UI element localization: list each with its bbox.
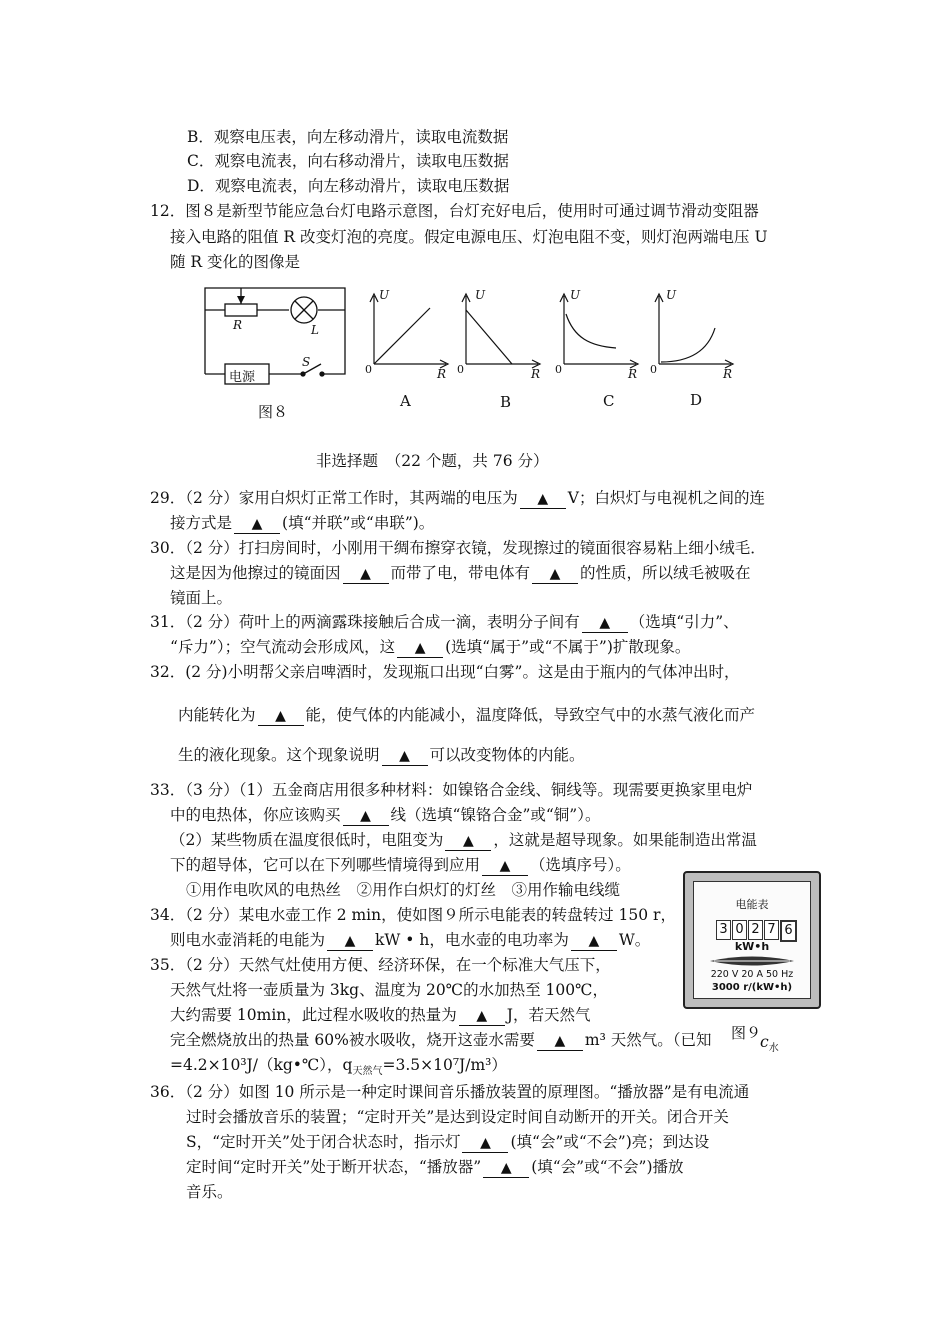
circuit-r-label: R: [233, 318, 243, 332]
meter-dial-icon: [708, 954, 796, 968]
q34-blank-1[interactable]: ▲: [327, 932, 373, 951]
graph-b-option: B: [500, 393, 512, 411]
q33-blank-3[interactable]: ▲: [482, 857, 528, 876]
q35-line4: 完全燃烧放出的热量 60%被水吸收，烧开这壶水需要 ▲ m³ 天然气。（已知: [170, 1031, 712, 1049]
graph-a-origin: 0: [365, 363, 372, 376]
q12-line3: 随 R 变化的图像是: [170, 253, 301, 271]
meter-rev: 3000 r/(kW•h): [711, 982, 793, 993]
q33-line2: 中的电热体，你应该购买 ▲ 线（选填“镍铬合金”或“铜”）。: [170, 806, 601, 824]
meter-specs: 220 V 20 A 50 Hz: [710, 969, 794, 980]
section-title: 非选择题 （22 个题，共 76 分）: [316, 452, 549, 470]
q33-line1: 33．（3 分）（1）五金商店用很多种材料：如镍铬合金线、铜线等。现需要更换家里电炉: [150, 781, 753, 799]
q33-line3: （2）某些物质在温度很低时，电阻变为 ▲ ，这就是超导现象。如果能制造出常温: [170, 831, 757, 849]
meter-digit: 2: [748, 920, 763, 940]
q30-blank-1[interactable]: ▲: [343, 565, 389, 584]
graph-d-y-label: U: [666, 288, 677, 302]
option-c-text: C．观察电流表，向右移动滑片，读取电压数据: [187, 152, 509, 170]
q34-line2: 则电水壶消耗的电能为 ▲ kW • h，电水壶的电功率为 ▲ W。: [170, 931, 651, 949]
q31-line2: “斥力”）；空气流动会形成风，这 ▲ (选填“属于”或“不属于”)扩散现象。: [170, 638, 691, 656]
electric-meter: [683, 871, 821, 1009]
q31-line1: 31．（2 分）荷叶上的两滴露珠接触后合成一滴，表明分子间有 ▲ （选填“引力”、: [150, 613, 739, 631]
q30-line1: 30．（2 分）打扫房间时，小刚用干绸布擦穿衣镜，发现擦过的镜面很容易粘上细小绒毛．: [150, 539, 766, 557]
q33-blank-2[interactable]: ▲: [445, 832, 491, 851]
q35-blank-2[interactable]: ▲: [537, 1032, 583, 1051]
graph-b-x-label: R: [531, 367, 541, 381]
q32-blank-2[interactable]: ▲: [382, 747, 428, 766]
q34-line1: 34．（2 分）某电水壶工作 2 min，使如图９所示电能表的转盘转过 150 r，: [150, 906, 676, 924]
meter-digits: [716, 920, 798, 942]
graph-a-option: A: [400, 392, 411, 410]
graph-a-y-label: U: [379, 288, 390, 302]
graph-b-y-label: U: [475, 288, 486, 302]
q36-blank-2[interactable]: ▲: [483, 1159, 529, 1178]
meter-unit: kW•h: [734, 940, 770, 953]
q35-line2: 天然气灶将一壶质量为 3kg、温度为 20℃的水加热至 100℃，: [170, 981, 608, 999]
q33-blank-1[interactable]: ▲: [343, 807, 389, 826]
graph-d-x-label: R: [723, 367, 733, 381]
q36-line5: 音乐。: [186, 1183, 233, 1201]
q35-line3: 大约需要 10min，此过程水吸收的热量为 ▲ J，若天然气: [170, 1006, 591, 1024]
graph-b-origin: 0: [457, 363, 464, 376]
q35-blank-1[interactable]: ▲: [459, 1007, 505, 1026]
q32-line3: 生的液化现象。这个现象说明 ▲ 可以改变物体的内能。: [178, 746, 585, 764]
q35-c-symbol: $c_水$: [760, 1033, 779, 1055]
figure8-caption: 图８: [258, 403, 289, 421]
q34-blank-2[interactable]: ▲: [571, 932, 617, 951]
q36-line4: 定时间“定时开关”处于断开状态，“播放器” ▲ (填“会”或“不会”)播放: [186, 1158, 684, 1176]
q29-blank-2[interactable]: ▲: [234, 515, 280, 534]
graph-c-y-label: U: [570, 288, 581, 302]
q36-blank-1[interactable]: ▲: [462, 1134, 508, 1153]
q32-line2: 内能转化为 ▲ 能，使气体的内能减小，温度降低，导致空气中的水蒸气液化而产: [178, 706, 756, 724]
q35-line1: 35．（2 分）天然气灶使用方便、经济环保，在一个标准大气压下，: [150, 956, 611, 974]
q12-line1: 12．图８是新型节能应急台灯电路示意图，台灯充好电后，使用时可通过调节滑动变阻器: [150, 202, 759, 220]
graph-d-origin: 0: [650, 363, 657, 376]
q32-blank-1[interactable]: ▲: [258, 707, 304, 726]
meter-title: 电能表: [735, 898, 769, 911]
graph-c-origin: 0: [555, 363, 562, 376]
meter-digit: 0: [732, 920, 747, 940]
figure9-caption: 图９: [731, 1024, 762, 1042]
q12-line2: 接入电路的阻值 R 改变灯泡的亮度。假定电源电压、灯泡电阻不变，则灯泡两端电压 U: [170, 228, 768, 246]
circuit-source-label: 电源: [229, 370, 256, 385]
q36-line3: S，“定时开关”处于闭合状态时，指示灯 ▲ (填“会”或“不会”)亮；到达设: [186, 1133, 710, 1151]
q30-line3: 镜面上。: [170, 589, 233, 607]
q30-blank-2[interactable]: ▲: [532, 565, 578, 584]
graph-c-option: C: [603, 392, 615, 410]
circuit-l-label: L: [311, 323, 319, 337]
q36-line1: 36．（2 分）如图 10 所示是一种定时课间音乐播放装置的原理图。“播放器”是有电流通: [150, 1083, 750, 1101]
q31-blank-1[interactable]: ▲: [582, 614, 628, 633]
q32-line1: 32．(2 分)小明帮父亲启啤酒时，发现瓶口出现“白雾”。这是由于瓶内的气体冲出时，: [150, 663, 740, 681]
option-b-text: B．观察电压表，向左移动滑片，读取电流数据: [187, 128, 509, 146]
q29-line2: 接方式是 ▲ (填“并联”或“串联”)。: [170, 514, 435, 532]
graph-d-option: D: [690, 391, 703, 409]
q29-blank-1[interactable]: ▲: [520, 490, 566, 509]
q33-line4: 下的超导体，它可以在下列哪些情境得到应用 ▲ （选填序号）。: [170, 856, 631, 874]
option-d-text: D．观察电流表，向左移动滑片，读取电压数据: [187, 177, 510, 195]
q29-line1: 29．（2 分）家用白炽灯正常工作时，其两端的电压为 ▲ V；白炽灯与电视机之间的连: [150, 489, 765, 507]
circuit-s-label: S: [302, 355, 311, 369]
q33-line5: ①用作电吹风的电热丝 ②用作白炽灯的灯丝 ③用作输电线缆: [186, 881, 621, 899]
q30-line2: 这是因为他擦过的镜面因 ▲ 而带了电，带电体有 ▲ 的性质，所以绒毛被吸在: [170, 564, 751, 582]
circuit-diagram: [195, 282, 355, 390]
graph-c-x-label: R: [628, 367, 638, 381]
meter-digit: 6: [780, 920, 797, 942]
meter-digit: 7: [764, 920, 779, 940]
q35-line5: =4.2×10³J/（kg•℃），$q_{天然气}=3.5\times 10^7J/m^3$）: [170, 1056, 507, 1078]
q36-line2: 过时会播放音乐的装置；“定时开关”是达到设定时间自动断开的开关。闭合开关: [186, 1108, 729, 1126]
meter-digit: 3: [716, 920, 731, 940]
graph-a-x-label: R: [437, 367, 447, 381]
q31-blank-2[interactable]: ▲: [397, 639, 443, 658]
